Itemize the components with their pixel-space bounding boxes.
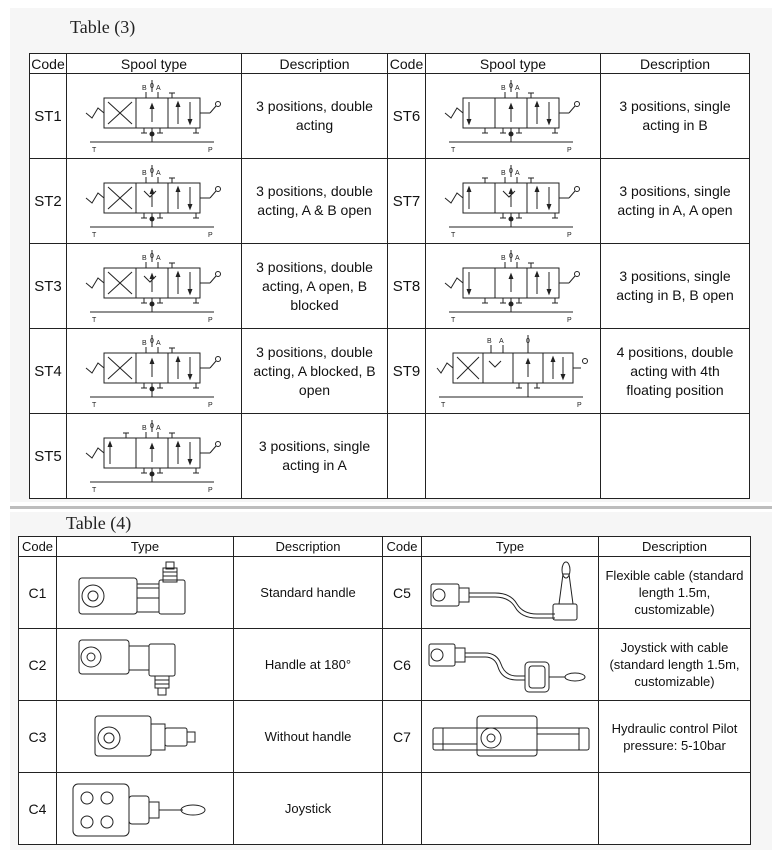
svg-text:B: B	[501, 85, 506, 92]
empty-cell	[388, 414, 426, 499]
table-row	[19, 701, 751, 773]
spool-symbol-icon	[84, 78, 224, 154]
spool-type-table	[29, 53, 750, 499]
header-code: Code	[19, 537, 57, 557]
control-description: Standard handle	[234, 557, 383, 629]
spool-code: ST5	[30, 414, 67, 499]
svg-text:A: A	[156, 170, 161, 177]
svg-text:0: 0	[150, 253, 154, 260]
svg-text:0: 0	[150, 168, 154, 175]
spool-description: 3 positions, double acting, A open, B blocked	[242, 244, 388, 329]
table3-caption: Table (3)	[70, 17, 136, 37]
spool-diagram-st3	[67, 244, 242, 329]
header-description: Description	[234, 537, 383, 557]
svg-text:B: B	[501, 170, 506, 177]
spool-code: ST4	[30, 329, 67, 414]
control-description: Joystick	[234, 773, 383, 845]
table-row	[30, 244, 750, 329]
spool-diagram-st6	[426, 74, 601, 159]
svg-text:T: T	[92, 232, 97, 239]
svg-text:A: A	[156, 340, 161, 347]
control-description: Hydraulic control Pilot pressure: 5-10bar	[599, 701, 751, 773]
svg-text:B: B	[142, 85, 147, 92]
spool-code: ST3	[30, 244, 67, 329]
header-spool-type: Spool type	[67, 54, 242, 74]
table-row	[30, 74, 750, 159]
header-code: Code	[388, 54, 426, 74]
control-drawing-c5	[422, 557, 599, 629]
control-drawing-c1	[57, 557, 234, 629]
control-code: C7	[383, 701, 422, 773]
joystick-icon	[65, 776, 225, 842]
table-row	[30, 159, 750, 244]
table-row	[30, 414, 750, 499]
svg-text:T: T	[92, 402, 97, 409]
spool-description: 3 positions, double acting, A blocked, B open	[242, 329, 388, 414]
svg-text:T: T	[451, 317, 456, 324]
empty-cell	[383, 773, 422, 845]
svg-text:B: B	[142, 340, 147, 347]
spool-symbol-icon	[84, 248, 224, 324]
table4-caption: Table (4)	[66, 513, 132, 533]
control-description: Joystick with cable (standard length 1.5m, customizable)	[599, 629, 751, 701]
empty-cell	[601, 414, 750, 499]
spool-code: ST7	[388, 159, 426, 244]
flexible-cable-icon	[425, 560, 595, 626]
svg-text:A: A	[515, 255, 520, 262]
svg-text:A: A	[156, 425, 161, 432]
spool-symbol-icon	[84, 418, 224, 494]
spool-diagram-st4	[67, 329, 242, 414]
spool-diagram-st7	[426, 159, 601, 244]
svg-text:T: T	[92, 147, 97, 154]
table-header-row	[19, 537, 751, 557]
spool-diagram-st8	[426, 244, 601, 329]
svg-text:P: P	[208, 147, 213, 154]
header-description: Description	[601, 54, 750, 74]
table-header-row	[30, 54, 750, 74]
control-description: Handle at 180°	[234, 629, 383, 701]
svg-text:A: A	[499, 338, 504, 345]
svg-text:B: B	[142, 170, 147, 177]
svg-text:0: 0	[526, 338, 530, 345]
svg-text:T: T	[451, 147, 456, 154]
table-row	[30, 329, 750, 414]
header-code: Code	[31, 55, 65, 72]
header-type: Type	[422, 537, 599, 557]
control-code: C3	[19, 701, 57, 773]
svg-text:P: P	[208, 487, 213, 494]
header-spool-type: Spool type	[426, 54, 601, 74]
spool-symbol-icon	[84, 333, 224, 409]
svg-text:P: P	[208, 232, 213, 239]
header-code: Code	[383, 537, 422, 557]
control-drawing-c3	[57, 701, 234, 773]
svg-text:A: A	[515, 85, 520, 92]
svg-text:B: B	[142, 255, 147, 262]
control-code: C5	[383, 557, 422, 629]
table-row	[19, 773, 751, 845]
spool-code: ST6	[388, 74, 426, 159]
svg-text:P: P	[208, 317, 213, 324]
control-drawing-c2	[57, 629, 234, 701]
svg-text:A: A	[515, 170, 520, 177]
handle-180-icon	[65, 632, 225, 698]
spool-description: 3 positions, single acting in B, B open	[601, 244, 750, 329]
section-divider	[10, 506, 772, 509]
svg-text:P: P	[577, 402, 582, 409]
svg-text:0: 0	[150, 423, 154, 430]
header-type: Type	[57, 537, 234, 557]
spool-diagram-st9	[426, 329, 601, 414]
svg-text:A: A	[156, 85, 161, 92]
standard-handle-icon	[65, 560, 225, 626]
spool-description: 3 positions, single acting in B	[601, 74, 750, 159]
svg-text:B: B	[501, 255, 506, 262]
spool-diagram-st2	[67, 159, 242, 244]
empty-cell	[599, 773, 751, 845]
control-code: C6	[383, 629, 422, 701]
svg-text:0: 0	[150, 83, 154, 90]
table-row	[19, 629, 751, 701]
spool-description: 3 positions, double acting, A & B open	[242, 159, 388, 244]
svg-text:P: P	[208, 402, 213, 409]
control-drawing-c7	[422, 701, 599, 773]
spool-code: ST2	[30, 159, 67, 244]
spool-symbol-icon	[433, 333, 593, 409]
svg-text:0: 0	[509, 168, 513, 175]
without-handle-icon	[65, 704, 225, 770]
header-description: Description	[599, 537, 751, 557]
empty-cell	[426, 414, 601, 499]
spool-description: 3 positions, double acting	[242, 74, 388, 159]
spool-diagram-st1	[67, 74, 242, 159]
empty-cell	[422, 773, 599, 845]
spool-description: 4 positions, double acting with 4th floating position	[601, 329, 750, 414]
control-code: C2	[19, 629, 57, 701]
control-drawing-c6	[422, 629, 599, 701]
svg-text:B: B	[487, 338, 492, 345]
spool-symbol-icon	[443, 78, 583, 154]
control-code: C4	[19, 773, 57, 845]
control-type-table	[18, 536, 751, 845]
control-description: Flexible cable (standard length 1.5m, customizable)	[599, 557, 751, 629]
control-description: Without handle	[234, 701, 383, 773]
spool-description: 3 positions, single acting in A	[242, 414, 388, 499]
svg-text:0: 0	[150, 338, 154, 345]
svg-text:T: T	[441, 402, 446, 409]
spool-code: ST9	[388, 329, 426, 414]
table-row	[19, 557, 751, 629]
svg-text:0: 0	[509, 83, 513, 90]
hydraulic-control-icon	[425, 704, 595, 770]
joystick-cable-icon	[425, 632, 595, 698]
spool-symbol-icon	[443, 248, 583, 324]
svg-text:B: B	[142, 425, 147, 432]
svg-text:A: A	[156, 255, 161, 262]
svg-text:T: T	[451, 232, 456, 239]
spool-symbol-icon	[84, 163, 224, 239]
svg-text:P: P	[567, 147, 572, 154]
spool-diagram-st5	[67, 414, 242, 499]
svg-text:P: P	[567, 232, 572, 239]
control-code: C1	[19, 557, 57, 629]
svg-text:T: T	[92, 317, 97, 324]
spool-code: ST1	[30, 74, 67, 159]
svg-text:T: T	[92, 487, 97, 494]
control-drawing-c4	[57, 773, 234, 845]
svg-text:0: 0	[509, 253, 513, 260]
spool-code: ST8	[388, 244, 426, 329]
spool-description: 3 positions, single acting in A, A open	[601, 159, 750, 244]
spool-symbol-icon	[443, 163, 583, 239]
svg-text:P: P	[567, 317, 572, 324]
header-description: Description	[242, 54, 388, 74]
